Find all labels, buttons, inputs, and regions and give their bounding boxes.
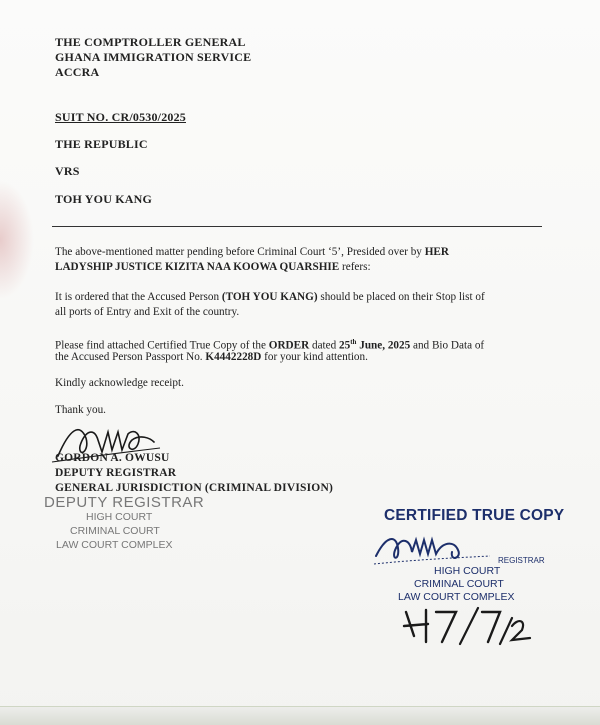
stamp-registrar: REGISTRAR: [498, 556, 545, 565]
paragraph-acknowledge: Kindly acknowledge receipt.: [55, 377, 184, 389]
divider-rule: [52, 226, 542, 227]
party-accused: TOH YOU KANG: [55, 192, 153, 206]
bottom-edge-strip: [0, 706, 600, 725]
p2-text-c: should be placed on their Stop list of: [317, 291, 485, 303]
p3-dated: dated: [309, 339, 339, 352]
stamp-left-title: DEPUTY REGISTRAR: [44, 494, 205, 511]
judge-name: LADYSHIP JUSTICE KIZITA NAA KOOWA QUARSHIE: [55, 261, 340, 273]
addressee-line1: THE COMPTROLLER GENERAL: [55, 35, 246, 49]
versus-label: VRS: [55, 164, 80, 178]
paragraph-1-line1: [55, 245, 449, 260]
certified-true-copy-heading: CERTIFIED TRUE COPY: [384, 507, 565, 524]
p2-accused-name: (TOH YOU KANG): [221, 291, 318, 303]
stamp-right-line1: HIGH COURT: [434, 565, 501, 577]
paragraph-2-line1: [55, 290, 485, 305]
suit-number: SUIT NO. CR/0530/2025: [55, 110, 186, 124]
stamp-right-line2: CRIMINAL COURT: [414, 578, 504, 590]
p1-her: HER: [424, 246, 449, 258]
p3-text-a: Please find attached Certified True Copy of the: [55, 339, 269, 352]
addressee-line3: ACCRA: [55, 65, 100, 79]
p1-refers: refers:: [339, 261, 371, 273]
signatory-name: GORDON A. OWUSU: [55, 452, 170, 464]
paragraph-3-line2: [55, 350, 368, 365]
photo-shadow: [0, 180, 34, 300]
stamp-right-line3: LAW COURT COMPLEX: [398, 591, 515, 603]
paragraph-1-line2: [55, 260, 371, 275]
passport-number: K4442228D: [205, 351, 262, 363]
party-republic: THE REPUBLIC: [55, 137, 148, 151]
stamp-left-line4: LAW COURT COMPLEX: [56, 539, 173, 551]
p2-text-a: It is ordered that the Accused Person: [55, 291, 222, 303]
p3-order: ORDER: [268, 339, 310, 352]
p3-month-year: June, 2025: [356, 339, 411, 352]
stamp-left-line2: HIGH COURT: [86, 511, 153, 523]
signatory-division: GENERAL JURISDICTION (CRIMINAL DIVISION): [55, 482, 333, 494]
p1-text: The above-mentioned matter pending before Criminal Court ‘5’, Presided over by: [55, 246, 425, 258]
handwritten-date-mark: [400, 602, 540, 650]
paragraph-thanks: Thank you.: [55, 404, 106, 416]
p3-passport-text: the Accused Person Passport No.: [55, 351, 206, 363]
p3-bio: and Bio Data of: [410, 339, 485, 352]
p3-day: 25: [339, 339, 351, 352]
p3-day-suffix: th: [350, 338, 357, 346]
stamp-left-line3: CRIMINAL COURT: [70, 525, 160, 537]
signatory-title: DEPUTY REGISTRAR: [55, 467, 177, 479]
addressee-line2: GHANA IMMIGRATION SERVICE: [55, 50, 252, 64]
paragraph-2-line2: all ports of Entry and Exit of the country.: [55, 306, 240, 318]
p3-attention: for your kind attention.: [261, 351, 368, 363]
